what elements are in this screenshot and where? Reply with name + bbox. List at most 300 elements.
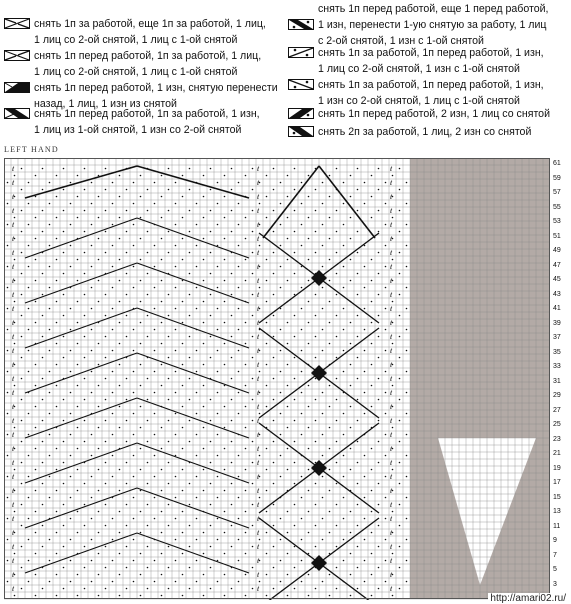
purl-dot [175,182,177,184]
purl-dot [329,574,331,576]
purl-dot [77,511,79,513]
purl-dot [406,455,408,457]
purl-dot [287,259,289,261]
purl-dot [98,469,100,471]
purl-dot [378,294,380,296]
purl-dot [266,532,268,534]
purl-dot [203,469,205,471]
purl-dot [70,539,72,541]
legend-line: снять 1п перед работой, 1 изн, снятую перенести [34,82,278,94]
purl-dot [371,364,373,366]
rib-stitch: ℓ [390,404,393,411]
purl-dot [301,329,303,331]
rib-stitch: ℓ [390,446,393,453]
rib-stitch: ℓ [390,502,393,509]
purl-dot [336,294,338,296]
purl-dot [217,539,219,541]
purl-dot [49,329,51,331]
purl-dot [273,588,275,590]
purl-dot [224,196,226,198]
purl-dot [273,357,275,359]
rib-stitch: ℓ [257,264,260,271]
purl-dot [287,364,289,366]
purl-dot [126,210,128,212]
purl-dot [287,595,289,597]
purl-dot [182,406,184,408]
purl-dot [105,420,107,422]
rib-stitch: ℓ [257,586,260,593]
purl-dot [49,581,51,583]
purl-dot [56,469,58,471]
purl-dot [378,420,380,422]
purl-dot [77,196,79,198]
purl-dot [140,217,142,219]
row-number: 53 [553,218,561,225]
purl-dot [224,322,226,324]
purl-dot [84,315,86,317]
purl-dot [287,322,289,324]
purl-dot [378,231,380,233]
purl-dot [371,301,373,303]
rib-stitch: ℓ [12,292,15,299]
purl-dot [28,539,30,541]
purl-dot [315,546,317,548]
purl-dot [70,560,72,562]
purl-dot [301,539,303,541]
purl-dot [224,553,226,555]
purl-dot [49,455,51,457]
purl-dot [322,266,324,268]
purl-dot [168,210,170,212]
purl-dot [357,231,359,233]
purl-dot [217,287,219,289]
purl-dot [322,434,324,436]
rib-stitch: ℓ [257,572,260,579]
rib-stitch: ℓ [390,558,393,565]
purl-dot [252,567,254,569]
purl-dot [70,350,72,352]
purl-dot [203,364,205,366]
purl-dot [350,175,352,177]
purl-dot [189,357,191,359]
purl-dot [91,203,93,205]
legend-line: 1 изн, перенести 1-ую снятую за работу, 1 лиц [318,19,547,31]
purl-dot [7,308,9,310]
purl-dot [21,483,23,485]
purl-dot [266,574,268,576]
purl-dot [399,294,401,296]
rib-stitch: ℓ [12,530,15,537]
purl-dot [252,273,254,275]
purl-dot [119,196,121,198]
purl-dot [273,273,275,275]
purl-dot [371,553,373,555]
purl-dot [252,525,254,527]
purl-dot [133,287,135,289]
purl-dot [308,259,310,261]
purl-dot [301,434,303,436]
rib-stitch: ℓ [390,264,393,271]
purl-dot [77,595,79,597]
rib-stitch: ℓ [12,488,15,495]
row-number: 59 [553,174,561,182]
purl-dot [385,266,387,268]
purl-dot [329,595,331,597]
purl-dot [70,392,72,394]
purl-dot [238,497,240,499]
purl-dot [238,350,240,352]
rib-stitch: ℓ [12,460,15,467]
rib-stitch: ℓ [12,572,15,579]
purl-dot [49,350,51,352]
purl-dot [294,252,296,254]
purl-dot [350,364,352,366]
row-number: 51 [553,232,561,240]
purl-dot [21,357,23,359]
purl-dot [105,378,107,380]
purl-dot [154,392,156,394]
purl-dot [147,462,149,464]
rib-stitch: ℓ [12,320,15,327]
purl-dot [196,287,198,289]
purl-dot [336,588,338,590]
purl-dot [119,385,121,387]
purl-dot [252,357,254,359]
purl-dot [98,343,100,345]
purl-dot [119,427,121,429]
purl-dot [350,322,352,324]
purl-dot [14,595,16,597]
purl-dot [7,266,9,268]
purl-dot [385,497,387,499]
purl-dot [203,280,205,282]
purl-dot [399,441,401,443]
purl-dot [161,427,163,429]
purl-dot [224,343,226,345]
purl-dot [84,378,86,380]
purl-dot [189,315,191,317]
purl-dot [175,392,177,394]
purl-dot [70,371,72,373]
purl-dot [406,266,408,268]
purl-dot [266,217,268,219]
purl-dot [315,210,317,212]
purl-dot [21,168,23,170]
purl-dot [287,280,289,282]
cross-purl-left-icon [4,108,30,119]
purl-dot [245,406,247,408]
purl-dot [119,406,121,408]
purl-dot [28,497,30,499]
purl-dot [154,434,156,436]
purl-dot [154,182,156,184]
purl-dot [133,266,135,268]
purl-dot [98,406,100,408]
purl-dot [329,406,331,408]
purl-dot [301,560,303,562]
purl-dot [371,175,373,177]
purl-dot [126,231,128,233]
purl-dot [392,553,394,555]
rib-stitch: ℓ [390,572,393,579]
purl-dot [371,532,373,534]
purl-dot [385,518,387,520]
purl-dot [399,336,401,338]
purl-dot [322,329,324,331]
purl-dot [175,266,177,268]
purl-dot [112,539,114,541]
purl-dot [399,546,401,548]
purl-dot [322,308,324,310]
purl-dot [273,294,275,296]
legend-line: снять 2п за работой, 1 лиц, 2 изн со снятой [318,126,532,138]
purl-dot [91,476,93,478]
purl-dot [238,329,240,331]
purl-dot [42,420,44,422]
purl-dot [21,210,23,212]
purl-dot [357,273,359,275]
rib-stitch: ℓ [12,236,15,243]
purl-dot [252,294,254,296]
purl-dot [322,392,324,394]
purl-dot [280,329,282,331]
purl-dot [266,196,268,198]
purl-dot [350,217,352,219]
purl-dot [294,462,296,464]
purl-dot [252,189,254,191]
row-number: 19 [553,464,561,472]
rib-stitch: ℓ [12,222,15,229]
purl-dot [63,504,65,506]
rib-stitch: ℓ [390,530,393,537]
purl-dot [77,217,79,219]
legend-item-7 [288,77,544,109]
legend-line: 1 лиц из 1-ой снятой, 1 изн со 2-ой снятой [34,124,242,136]
purl-dot [294,210,296,212]
purl-dot [252,483,254,485]
purl-dot [357,420,359,422]
purl-dot [168,336,170,338]
purl-dot [280,371,282,373]
purl-dot [161,385,163,387]
purl-dot [273,336,275,338]
purl-dot [21,441,23,443]
rib-stitch: ℓ [257,530,260,537]
purl-dot [259,413,261,415]
purl-dot [224,595,226,597]
purl-dot [175,560,177,562]
purl-dot [385,434,387,436]
purl-dot [35,406,37,408]
purl-dot [14,553,16,555]
purl-dot [357,588,359,590]
purl-dot [378,546,380,548]
purl-dot [238,371,240,373]
purl-dot [49,539,51,541]
purl-dot [140,532,142,534]
purl-dot [42,441,44,443]
purl-dot [196,497,198,499]
purl-dot [273,378,275,380]
purl-dot [273,315,275,317]
purl-dot [266,469,268,471]
purl-dot [119,175,121,177]
purl-dot [217,350,219,352]
purl-dot [140,385,142,387]
twist-purl-left-icon [288,126,314,137]
purl-dot [217,434,219,436]
purl-dot [63,462,65,464]
rib-stitch: ℓ [257,446,260,453]
purl-dot [161,469,163,471]
purl-dot [105,210,107,212]
purl-dot [364,476,366,478]
purl-dot [112,455,114,457]
rib-stitch: ℓ [12,390,15,397]
purl-dot [385,476,387,478]
purl-dot [7,392,9,394]
purl-dot [98,553,100,555]
purl-dot [119,280,121,282]
purl-dot [84,546,86,548]
purl-dot [105,483,107,485]
purl-dot [406,539,408,541]
purl-dot [28,476,30,478]
purl-dot [224,490,226,492]
purl-dot [154,266,156,268]
purl-dot [35,259,37,261]
rib-stitch: ℓ [390,516,393,523]
purl-dot [168,588,170,590]
purl-dot [56,595,58,597]
purl-dot [406,392,408,394]
purl-dot [322,455,324,457]
purl-dot [147,231,149,233]
purl-dot [35,490,37,492]
purl-dot [217,329,219,331]
purl-dot [105,462,107,464]
purl-dot [364,308,366,310]
purl-dot [231,588,233,590]
purl-dot [364,329,366,331]
purl-dot [84,357,86,359]
purl-dot [357,357,359,359]
rib-stitch: ℓ [257,166,260,173]
purl-dot [259,455,261,457]
purl-dot [252,546,254,548]
purl-dot [266,595,268,597]
purl-dot [182,532,184,534]
purl-dot [126,252,128,254]
purl-dot [182,427,184,429]
purl-dot [231,336,233,338]
purl-dot [294,504,296,506]
rib-stitch: ℓ [12,558,15,565]
purl-dot [7,287,9,289]
purl-dot [343,371,345,373]
purl-dot [203,553,205,555]
purl-dot [217,182,219,184]
purl-dot [385,539,387,541]
purl-dot [56,301,58,303]
purl-dot [126,315,128,317]
purl-dot [21,588,23,590]
purl-dot [210,567,212,569]
purl-dot [126,588,128,590]
purl-dot [329,427,331,429]
legend-line: снять 1п перед работой, еще 1 перед работой, [318,3,549,15]
purl-dot [301,371,303,373]
purl-dot [63,399,65,401]
purl-dot [112,287,114,289]
purl-dot [84,252,86,254]
cross-dot-right-icon [288,47,314,58]
purl-dot [273,504,275,506]
purl-dot [287,574,289,576]
purl-dot [161,448,163,450]
purl-dot [350,196,352,198]
purl-dot [217,455,219,457]
purl-dot [21,294,23,296]
purl-dot [28,581,30,583]
purl-dot [336,315,338,317]
purl-dot [350,574,352,576]
rib-stitch: ℓ [12,376,15,383]
purl-dot [42,378,44,380]
purl-dot [28,371,30,373]
purl-dot [98,238,100,240]
purl-dot [273,168,275,170]
purl-dot [357,462,359,464]
purl-dot [105,399,107,401]
purl-dot [406,497,408,499]
row-number: 43 [553,290,561,298]
rib-stitch: ℓ [390,376,393,383]
purl-dot [287,406,289,408]
purl-dot [301,392,303,394]
row-number: 35 [553,348,561,356]
purl-dot [28,413,30,415]
purl-dot [140,448,142,450]
purl-dot [14,301,16,303]
purl-dot [49,434,51,436]
purl-dot [7,560,9,562]
purl-dot [224,259,226,261]
purl-dot [154,308,156,310]
purl-dot [63,231,65,233]
purl-dot [329,238,331,240]
purl-dot [49,203,51,205]
purl-dot [371,490,373,492]
purl-dot [210,483,212,485]
purl-dot [154,560,156,562]
purl-dot [168,462,170,464]
purl-dot [252,420,254,422]
purl-dot [273,525,275,527]
purl-dot [35,238,37,240]
purl-dot [406,203,408,205]
purl-dot [91,539,93,541]
rib-stitch: ℓ [257,278,260,285]
purl-dot [350,448,352,450]
purl-dot [119,574,121,576]
purl-dot [280,182,282,184]
purl-dot [322,245,324,247]
purl-dot [196,581,198,583]
purl-dot [35,301,37,303]
rib-stitch: ℓ [257,334,260,341]
purl-dot [210,336,212,338]
